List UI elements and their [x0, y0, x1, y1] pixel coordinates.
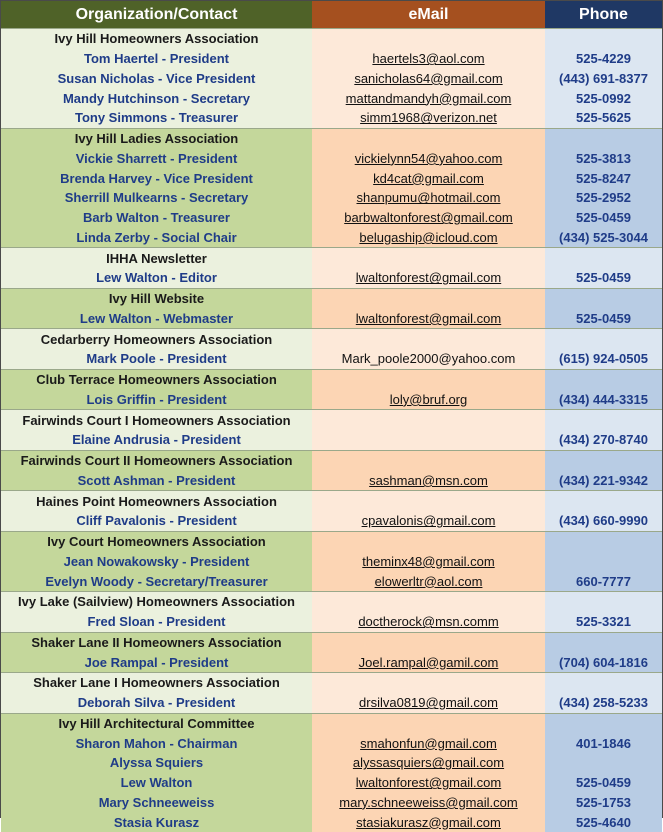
phone-number: 525-5625: [545, 108, 662, 128]
organization-name: Fairwinds Court I Homeowners Association: [1, 410, 312, 430]
email-cell: [312, 773, 545, 793]
contact-name: Scott Ashman - President: [1, 471, 312, 491]
empty-cell: [545, 29, 662, 49]
org-header-row: [1, 592, 662, 612]
contact-name: Stasia Kurasz: [1, 812, 312, 832]
contact-row: [1, 471, 662, 491]
email-link[interactable]: alyssasquiers@gmail.com: [353, 755, 504, 770]
empty-cell: [545, 288, 662, 308]
org-header-row: [1, 491, 662, 511]
org-header-row: [1, 29, 662, 49]
email-cell: [312, 49, 545, 69]
contact-name: Evelyn Woody - Secretary/Treasurer: [1, 571, 312, 591]
org-header-row: [1, 128, 662, 148]
email-cell: [312, 753, 545, 773]
phone-number: (434) 258-5233: [545, 693, 662, 713]
contact-name: Jean Nowakowsky - President: [1, 552, 312, 572]
contact-row: [1, 108, 662, 128]
email-cell: [312, 511, 545, 531]
email-link[interactable]: simm1968@verizon.net: [360, 110, 497, 125]
contact-row: [1, 188, 662, 208]
contact-name: Cliff Pavalonis - President: [1, 511, 312, 531]
empty-cell: [545, 632, 662, 652]
phone-number: 401-1846: [545, 733, 662, 753]
email-link[interactable]: loly@bruf.org: [390, 392, 468, 407]
phone-number: 525-4640: [545, 812, 662, 832]
email-link[interactable]: vickielynn54@yahoo.com: [355, 151, 503, 166]
contact-table: [1, 1, 662, 832]
email-cell: [312, 652, 545, 672]
contact-row: [1, 430, 662, 450]
email-link[interactable]: sanicholas64@gmail.com: [354, 71, 502, 86]
email-cell: [312, 571, 545, 591]
phone-number: (434) 660-9990: [545, 511, 662, 531]
email-cell: [312, 168, 545, 188]
email-cell: [312, 471, 545, 491]
header-email: eMail: [312, 1, 545, 29]
email-link[interactable]: haertels3@aol.com: [372, 51, 484, 66]
email-cell: [312, 812, 545, 832]
empty-cell: [312, 632, 545, 652]
contact-name: Elaine Andrusia - President: [1, 430, 312, 450]
phone-number: 525-2952: [545, 188, 662, 208]
contact-row: [1, 693, 662, 713]
empty-cell: [312, 531, 545, 551]
empty-cell: [312, 248, 545, 268]
email-cell: [312, 733, 545, 753]
email-cell: [312, 390, 545, 410]
empty-cell: [312, 29, 545, 49]
contact-row: [1, 309, 662, 329]
contact-name: Lew Walton - Webmaster: [1, 309, 312, 329]
contact-row: [1, 612, 662, 632]
contact-row: [1, 793, 662, 813]
email-link[interactable]: lwaltonforest@gmail.com: [356, 311, 501, 326]
org-header-row: [1, 713, 662, 733]
org-header-row: [1, 531, 662, 551]
contact-name: Mandy Hutchinson - Secretary: [1, 88, 312, 108]
contact-row: [1, 268, 662, 288]
empty-cell: [545, 450, 662, 470]
org-header-row: [1, 410, 662, 430]
organization-name: Haines Point Homeowners Association: [1, 491, 312, 511]
empty-cell: [545, 248, 662, 268]
email-cell: [312, 228, 545, 248]
phone-number: 525-3813: [545, 149, 662, 169]
contact-row: [1, 812, 662, 832]
email-cell: [312, 612, 545, 632]
contact-row: [1, 208, 662, 228]
email-cell: [312, 268, 545, 288]
contact-row: [1, 571, 662, 591]
table-body: [1, 29, 662, 832]
phone-number: 525-0459: [545, 268, 662, 288]
contact-row: [1, 228, 662, 248]
organization-name: Ivy Hill Homeowners Association: [1, 29, 312, 49]
email-cell: [312, 430, 545, 450]
organization-name: Fairwinds Court II Homeowners Association: [1, 450, 312, 470]
empty-cell: [312, 410, 545, 430]
org-header-row: [1, 329, 662, 349]
phone-number: 525-8247: [545, 168, 662, 188]
phone-number: [545, 753, 662, 773]
phone-number: 525-0459: [545, 208, 662, 228]
contact-name: Alyssa Squiers: [1, 753, 312, 773]
contact-row: [1, 733, 662, 753]
empty-cell: [312, 673, 545, 693]
organization-name: Ivy Hill Ladies Association: [1, 128, 312, 148]
empty-cell: [545, 713, 662, 733]
phone-number: (434) 444-3315: [545, 390, 662, 410]
contact-name: Barb Walton - Treasurer: [1, 208, 312, 228]
org-header-row: [1, 248, 662, 268]
contact-row: [1, 88, 662, 108]
org-header-row: [1, 632, 662, 652]
email-link[interactable]: doctherock@msn.comm: [358, 614, 498, 629]
contact-name: Tony Simmons - Treasurer: [1, 108, 312, 128]
empty-cell: [545, 369, 662, 389]
email-cell: [312, 552, 545, 572]
email-link[interactable]: theminx48@gmail.com: [362, 554, 494, 569]
contact-row: [1, 49, 662, 69]
empty-cell: [545, 329, 662, 349]
phone-number: (434) 525-3044: [545, 228, 662, 248]
phone-number: 525-0459: [545, 773, 662, 793]
empty-cell: [312, 491, 545, 511]
contact-name: Lew Walton - Editor: [1, 268, 312, 288]
email-link[interactable]: kd4cat@gmail.com: [373, 171, 484, 186]
email-text: Mark_poole2000@yahoo.com: [342, 351, 516, 366]
empty-cell: [545, 673, 662, 693]
empty-cell: [312, 713, 545, 733]
email-link[interactable]: lwaltonforest@gmail.com: [356, 270, 501, 285]
organization-name: Shaker Lane I Homeowners Association: [1, 673, 312, 693]
contact-name: Susan Nicholas - Vice President: [1, 69, 312, 89]
contact-name: Tom Haertel - President: [1, 49, 312, 69]
org-header-row: [1, 450, 662, 470]
empty-cell: [545, 128, 662, 148]
contact-row: [1, 552, 662, 572]
contact-name: Joe Rampal - President: [1, 652, 312, 672]
empty-cell: [545, 491, 662, 511]
empty-cell: [312, 329, 545, 349]
phone-number: (434) 221-9342: [545, 471, 662, 491]
contact-row: [1, 349, 662, 369]
email-cell: [312, 149, 545, 169]
phone-number: [545, 552, 662, 572]
contact-row: [1, 390, 662, 410]
contact-name: Fred Sloan - President: [1, 612, 312, 632]
organization-name: IHHA Newsletter: [1, 248, 312, 268]
contact-name: Sharon Mahon - Chairman: [1, 733, 312, 753]
contact-row: [1, 773, 662, 793]
empty-cell: [312, 450, 545, 470]
organization-name: Ivy Hill Website: [1, 288, 312, 308]
contact-row: [1, 69, 662, 89]
header-row: [1, 1, 662, 29]
empty-cell: [312, 592, 545, 612]
email-link[interactable]: lwaltonforest@gmail.com: [356, 775, 501, 790]
contact-row: [1, 149, 662, 169]
phone-number: 525-0992: [545, 88, 662, 108]
contact-name: Sherrill Mulkearns - Secretary: [1, 188, 312, 208]
org-header-row: [1, 673, 662, 693]
phone-number: 525-4229: [545, 49, 662, 69]
org-header-row: [1, 369, 662, 389]
email-link[interactable]: elowerltr@aol.com: [375, 574, 483, 589]
organization-name: Club Terrace Homeowners Association: [1, 369, 312, 389]
contact-name: Brenda Harvey - Vice President: [1, 168, 312, 188]
email-cell: [312, 208, 545, 228]
email-link[interactable]: cpavalonis@gmail.com: [362, 513, 496, 528]
header-organization-contact: Organization/Contact: [1, 1, 312, 29]
organization-name: Shaker Lane II Homeowners Association: [1, 632, 312, 652]
phone-number: 525-1753: [545, 793, 662, 813]
phone-number: (443) 691-8377: [545, 69, 662, 89]
phone-number: 525-3321: [545, 612, 662, 632]
email-link[interactable]: drsilva0819@gmail.com: [359, 695, 498, 710]
email-link[interactable]: stasiakurasz@gmail.com: [356, 815, 501, 830]
org-header-row: [1, 288, 662, 308]
phone-number: 525-0459: [545, 309, 662, 329]
email-cell: [312, 88, 545, 108]
header-phone: Phone: [545, 1, 662, 29]
organization-name: Ivy Court Homeowners Association: [1, 531, 312, 551]
email-link[interactable]: mary.schneeweiss@gmail.com: [339, 795, 517, 810]
contact-name: Linda Zerby - Social Chair: [1, 228, 312, 248]
phone-number: (434) 270-8740: [545, 430, 662, 450]
email-link[interactable]: belugaship@icloud.com: [359, 230, 497, 245]
phone-number: 660-7777: [545, 571, 662, 591]
email-link[interactable]: Joel.rampal@gamil.com: [359, 655, 499, 670]
email-cell: [312, 108, 545, 128]
contact-row: [1, 652, 662, 672]
empty-cell: [545, 410, 662, 430]
email-link[interactable]: sashman@msn.com: [369, 473, 488, 488]
phone-number: (615) 924-0505: [545, 349, 662, 369]
email-cell: [312, 309, 545, 329]
empty-cell: [312, 288, 545, 308]
email-cell: [312, 69, 545, 89]
empty-cell: [312, 369, 545, 389]
contact-row: [1, 168, 662, 188]
email-cell: [312, 188, 545, 208]
email-cell: [312, 693, 545, 713]
contact-name: Lois Griffin - President: [1, 390, 312, 410]
empty-cell: [312, 128, 545, 148]
email-cell: [312, 793, 545, 813]
organization-name: Ivy Hill Architectural Committee: [1, 713, 312, 733]
contact-name: Vickie Sharrett - President: [1, 149, 312, 169]
contact-name: Mark Poole - President: [1, 349, 312, 369]
empty-cell: [545, 531, 662, 551]
email-link[interactable]: shanpumu@hotmail.com: [357, 190, 501, 205]
email-link[interactable]: smahonfun@gmail.com: [360, 736, 497, 751]
contact-name: Deborah Silva - President: [1, 693, 312, 713]
email-link[interactable]: mattandmandyh@gmail.com: [346, 91, 512, 106]
empty-cell: [545, 592, 662, 612]
contact-name: Lew Walton: [1, 773, 312, 793]
contact-row: [1, 753, 662, 773]
contact-row: [1, 511, 662, 531]
email-link[interactable]: barbwaltonforest@gmail.com: [344, 210, 513, 225]
email-cell: [312, 349, 545, 369]
organization-name: Ivy Lake (Sailview) Homeowners Association: [1, 592, 312, 612]
contact-name: Mary Schneeweiss: [1, 793, 312, 813]
organization-name: Cedarberry Homeowners Association: [1, 329, 312, 349]
phone-number: (704) 604-1816: [545, 652, 662, 672]
